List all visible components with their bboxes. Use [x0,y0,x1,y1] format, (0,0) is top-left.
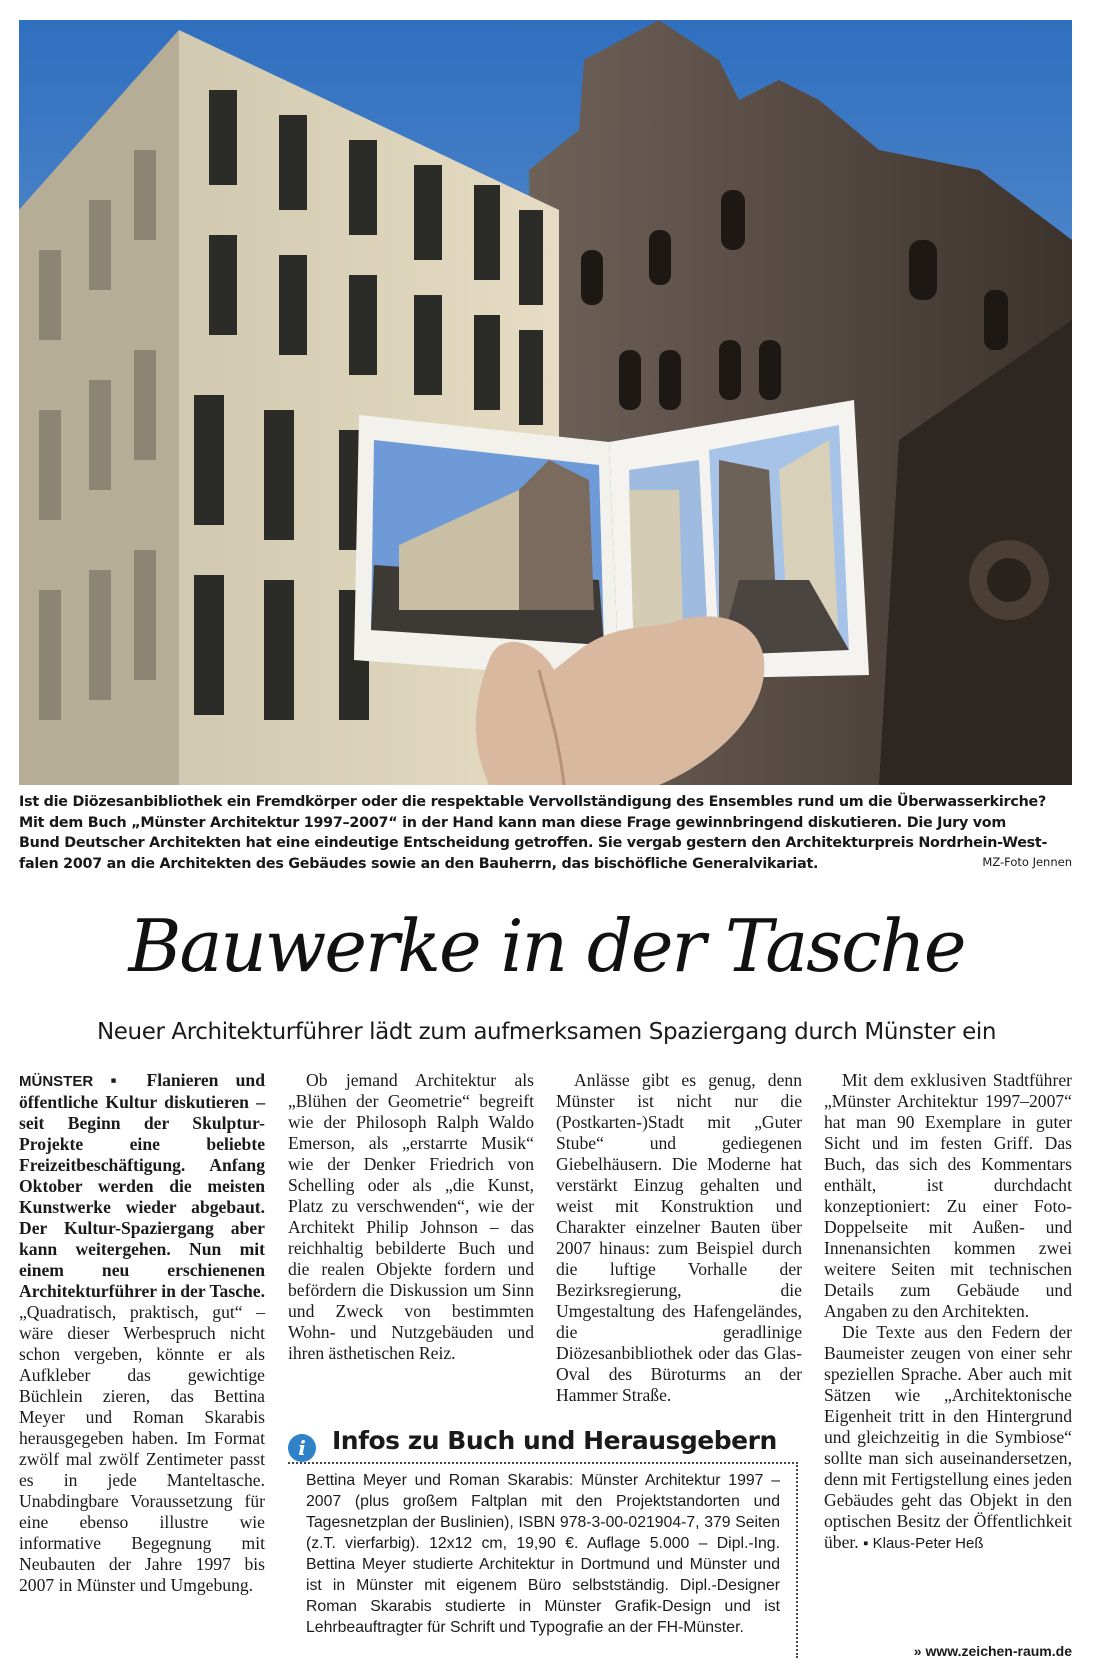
info-box-body: Bettina Meyer und Roman Skarabis: Münster Architektur 1997 –2007 (plus großem Faltplan mit den Projektstandorten und Tagesnetzplan der Buslinien), ISBN 978-3-00-021904-7, 379 Seiten (z.T. vierfarbig). 12x12 cm, 19,90 €. Auflage 5.000 – Dipl.-Ing. Bettina Meyer studierte Architektur in Dortmund und Münster und ist in Münster mit eigenem Büro selbstständig. Dipl.-Designer Roman Skarabis studierte in Münster Grafik-Design und ist Lehrbeauftragter für Schrift und Typografie an der FH-Münster. [306,1472,780,1636]
news-photo [19,20,1072,785]
caption-line: falen 2007 an die Architekten des Gebäudes sowie an den Bauherrn, das bischöfliche Generalvikariat. [19,855,819,872]
caption-line: Mit dem Buch „Münster Architektur 1997–2007“ in der Hand kann man diese Frage gewinnbringend diskutieren. Die Jury vom [19,814,1007,831]
article-column-2 [288,1070,534,1364]
article-paragraph: Mit dem exklusiven Stadtführer „Münster Architektur 1997–2007“ hat man 90 Exemplare in guter Sicht und im festen Griff. Das Buch, das sich des Kommentars enthält, ist durchdacht konzeptioniert: Zu einer Foto-Doppelseite mit Außen- und Innenansichten kommen zwei weitere Seiten mit technischen Details zum Gebäude und Angaben zu den Architekten. [824,1070,1072,1321]
headline: Bauwerke in der Tasche [128,904,965,988]
author: Klaus-Peter Heß [872,1535,984,1552]
article-lead: Flanieren und öffentliche Kultur diskutieren – seit Beginn der Skulptur-Projekte eine beliebte Freizeitbeschäftigung. Anfang Oktober werden die meisten Kunstwerke wieder abgebaut. Der Kultur-Spaziergang aber kann weitergehen. Nun mit einem neu erschienenen Architekturführer in der Tasche. [19,1070,266,1301]
info-box-title: Infos zu Buch und Herausgebern [332,1426,777,1455]
caption-line: Ist die Diözesanbibliothek ein Fremdkörper oder die respektable Vervollständigung des Ensembles rund um die Überwasserkirche? [19,794,1046,810]
info-box [288,1420,798,1660]
article-paragraph: „Quadratisch, praktisch, gut“ – wäre dieser Werbespruch nicht schon vergeben, könnte er als Aufkleber das gewichtige Büchlein zieren, das Bettina Meyer und Roman Skarabis herausgegeben haben. Im Format zwölf mal zwölf Zentimeter passt es in jede Manteltasche. Unabdingbare Voraussetzung für eine ebenso illustre wie informative Begegnung mit Neubauten der Jahre 1997 bis 2007 in Münster und Umgebung. [19,1302,265,1595]
article-paragraph: Anlässe gibt es genug, denn Münster ist nicht nur die (Postkarten-)Stadt mit „Guter Stube“ und gediegenen Giebelhäusern. Die Moderne hat verstärkt Einzug gehalten und weist mit Konstruktion und Charakter einzelner Bauten über 2007 hinaus: zum Beispiel durch die luftige Vorhalle der Bezirksregierung, die Umgestaltung des Hafengeländes, die geradlinige Diözesanbibliothek oder das Glas-Oval des Büroturms an der Hammer Straße. [556,1070,802,1405]
caption-line: Bund Deutscher Architekten hat eine eindeutige Entscheidung getroffen. Sie vergab gestern den Architekturpreis Nordrhein-West- [19,835,1048,851]
web-link[interactable]: » www.zeichen-raum.de [913,1643,1072,1659]
article-paragraph: Die Texte aus den Federn der Baumeister zeugen von einer sehr speziellen Sprache. Aber auch mit Sätzen wie „Architektonische Eigenheit tritt in den Hintergrund und gleichzeitig in die Symbiose“ sollte man sich auseinandersetzen, denn mit Fertigstellung eines jeden Gebäudes geht das Objekt in den optischen Besitz der Öffentlichkeit über. [824,1322,1072,1552]
subheadline: Neuer Architekturführer lädt zum aufmerksamen Spaziergang durch Münster ein [96,1019,997,1045]
divider [288,1462,798,1464]
article-paragraph: Ob jemand Architektur als „Blühen der Geometrie“ begreift wie der Philosoph Ralph Waldo Emerson, als „erstarrte Musik“ wie der Denker Friedrich von Schelling oder als „die Kunst, Platz zu verschwenden“, wie der Architekt Philip Johnson – das reichhaltig bebilderte Buch und die realen Objekte fordern und befördern die Diskussion um Sinn und Zweck von bestimmten Wohn- und Nutzgebäuden und ihren ästhetischen Reiz. [288,1070,534,1363]
article-column-4: Mit dem exklusiven Stadtführer „Münster Architektur 1997–2007“ hat man 90 Exemplare in guter Sicht und im festen Griff. Das Buch, das sich des Kommentars enthält, ist durchdacht konzeptioniert: Zu einer Foto-Doppelseite mit Außen- und Innenansichten kommen zwei weitere Seiten mit technischen Details zum Gebäude und Angaben zu den Architekten. Die Texte aus den Federn der Baumeister zeugen von einer sehr speziellen Sprache. Aber auch mit Sätzen wie „Architektonische Eigenheit tritt in den Hintergrund und gleichzeitig in die Symbiose“ sollte man sich auseinandersetzen, denn mit Fertigstellung eines jeden Gebäudes geht das Objekt in den optischen Besitz der Öffentlichkeit über. ▪ Klaus-Peter Heß [824,1070,1072,1552]
photo-caption [19,792,1072,874]
article-column-3 [556,1070,802,1406]
divider [796,1462,798,1658]
dateline: MÜNSTER [19,1073,94,1090]
photo-credit: MZ-Foto Jennen [982,854,1072,869]
article-column-1: MÜNSTER ▪ Flanieren und öffentliche Kultur diskutieren – seit Beginn der Skulptur-Projekte eine beliebte Freizeitbeschäftigung. Anfang Oktober werden die meisten Kunstwerke wieder abgebaut. Der Kultur-Spaziergang aber kann weitergehen. Nun mit einem neu erschienenen Architekturführer in der Tasche. „Quadratisch, praktisch, gut“ – wäre dieser Werbespruch nicht schon vergeben, könnte er als Aufkleber das gewichtige Büchlein zieren, das Bettina Meyer und Roman Skarabis herausgegeben haben. Im Format zwölf mal zwölf Zentimeter passt es in jede Manteltasche. Unabdingbare Voraussetzung für eine ebenso illustre wie informative Begegnung mit Neubauten der Jahre 1997 bis 2007 in Münster und Umgebung. [19,1070,266,1595]
info-icon: i [288,1434,316,1462]
